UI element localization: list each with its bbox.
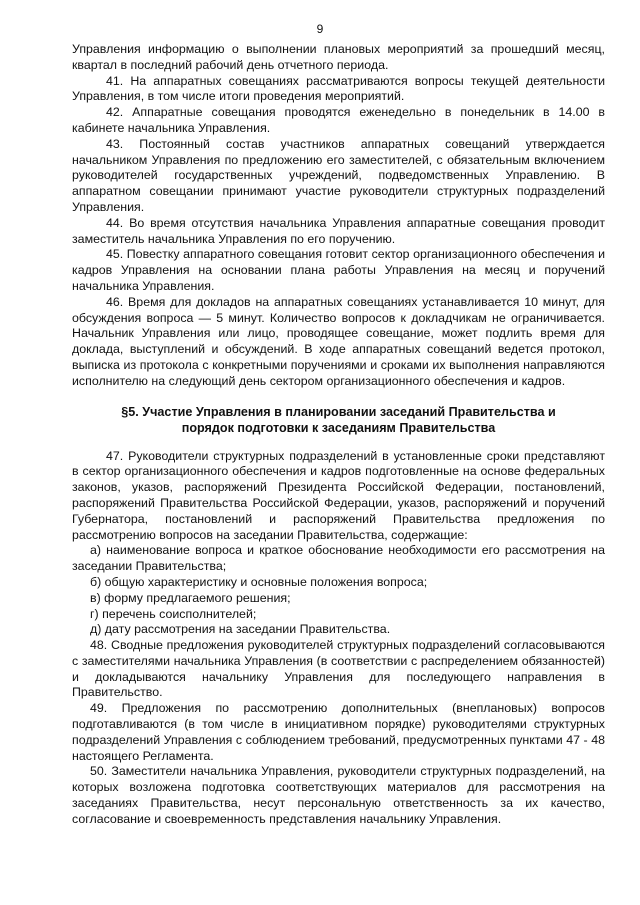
section-heading [72, 404, 605, 436]
paragraph-p43: 43. Постоянный состав участников аппаратных совещаний утверждается начальником Управления по предложению его заместителей, с обязательным включением руководителей государственных учреждений, подведомственных Управлению. В аппаратном совещании принимают участие руководители структурных подразделений Управления. [72, 136, 605, 214]
paragraph-p47e: д) дату рассмотрения на заседании Правительства. [90, 622, 391, 637]
paragraph-p47c: в) форму предлагаемого решения; [90, 590, 291, 605]
paragraph-p47a: а) наименование вопроса и краткое обоснование необходимости его рассмотрения на заседании Правительства; [72, 543, 605, 574]
paragraphs-before-heading [72, 42, 605, 390]
paragraph-p49: 49. Предложения по рассмотрению дополнительных (внеплановых) вопросов подготавливаются (в том числе в инициативном порядке) руководителями структурных подразделений Управления с соблюдением требований, предусмотренных пунктами 47 - 48 настоящего Регламента. [72, 701, 605, 763]
page-number: 9 [316, 22, 324, 36]
paragraph-p47b: б) общую характеристику и основные положения вопроса; [90, 574, 428, 589]
paragraphs-after-heading [72, 449, 605, 828]
section-heading-line-2: порядок подготовки к заседаниям Правительства [181, 420, 496, 435]
paragraph-p47: 47. Руководители структурных подразделений в установленные сроки представляют в сектор организационного обеспечения и кадров подготовленные на основе федеральных законов, указов, распоряжений Президента Российской Федерации, постановлений, распоряжений Правительства Российской Федерации, указов, распоряжений и поручений Губернатора, постановлений и распоряжений Правительства предложения по рассмотрению вопросов на заседании Правительства, содержащие: [72, 448, 605, 542]
paragraph-p44: 44. Во время отсутствия начальника Управления аппаратные совещания проводит заместитель начальника Управления по его поручению. [72, 215, 605, 246]
paragraph-p-cont: Управления информацию о выполнении плановых мероприятий за прошедший месяц, квартал в последний рабочий день отчетного периода. [72, 42, 605, 72]
paragraph-p45: 45. Повестку аппаратного совещания готовит сектор организационного обеспечения и кадров Управления на основании плана работы Управления на месяц и поручений начальника Управления. [72, 247, 605, 293]
paragraph-p50: 50. Заместители начальника Управления, руководители структурных подразделений, на которых возложена подготовка соответствующих материалов для рассмотрения на заседаниях Правительства, несут персональную ответственность за их качество, согласование и своевременность представления начальнику Управления. [72, 764, 605, 826]
paragraph-p48: 48. Сводные предложения руководителей структурных подразделений согласовываются с заместителями начальника Управления (в соответствии с распределением обязанностей) и докладываются начальнику Управления для последующего направления в Правительство. [72, 638, 605, 700]
paragraph-p46: 46. Время для докладов на аппаратных совещаниях устанавливается 10 минут, для обсуждения вопроса — 5 минут. Количество вопросов к докладчикам не ограничивается. Начальник Управления или лицо, проводящее совещание, может подлить время для доклада, выступлений и обсуждений. В ходе аппаратных совещаний ведется протокол, выписка из протокола с конкретными поручениями и сроками их выполнения направляются исполнителю на следующий день сектором организационного обеспечения и кадров. [72, 294, 605, 388]
paragraph-p41: 41. На аппаратных совещаниях рассматриваются вопросы текущей деятельности Управления, в том числе итоги проведения мероприятий. [72, 73, 605, 104]
document-body [72, 42, 605, 828]
paragraph-p47d: г) перечень соисполнителей; [90, 606, 257, 621]
paragraph-p42: 42. Аппаратные совещания проводятся еженедельно в понедельник в 14.00 в кабинете начальника Управления. [72, 105, 605, 135]
section-heading-line-1: §5. Участие Управления в планировании заседаний Правительства и [121, 404, 556, 419]
